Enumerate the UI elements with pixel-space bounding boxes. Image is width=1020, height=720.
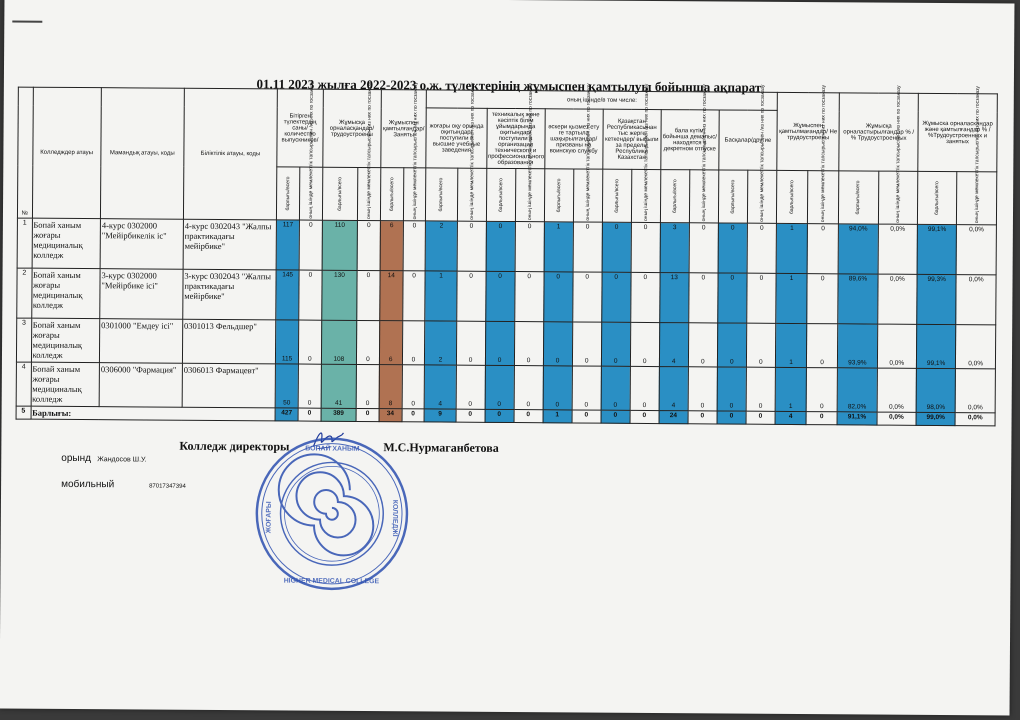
college-name: Бопай ханым жоғары медициналық колледж [31, 318, 100, 362]
header-specialty: Мамандық атауы, коды [100, 88, 184, 220]
value-cell: 0,0% [877, 412, 916, 425]
value-cell: 1 [775, 367, 806, 411]
header-sub-abroad: Қазақстан Республикасынан тыс жерге кеткендер/ выбыли за пределы Республики Казахстан [602, 109, 660, 169]
qualification-name: 0301013 Фельдшер" [182, 319, 276, 364]
value-cell: 41 [321, 364, 357, 408]
subheader-quota: оның ішінде мемлекеттік тапсырыспен /из них по госзаказу [957, 172, 997, 225]
value-cell: 0 [456, 365, 485, 409]
value-cell: 24 [659, 411, 688, 424]
subheader-total: барлығы/всего [839, 171, 879, 224]
value-cell: 0 [299, 270, 322, 320]
subheader-quota: оның ішінде мемлекеттік тапсырыспен /из них по госзаказу [878, 171, 918, 224]
subheader-total: барлығы/всего [486, 168, 515, 221]
value-cell: 0 [402, 365, 425, 409]
value-cell: 0 [747, 273, 777, 323]
value-cell: 98,0% [916, 368, 956, 412]
executor-name: Жандосов Ш.У. [97, 456, 147, 464]
header-employed: Жұмысқа орналасқандар/ трудоустроены [323, 89, 382, 167]
value-cell: 0 [514, 272, 543, 322]
value-cell: 0 [718, 273, 747, 323]
subheader-quota: оның ішінде мемлекеттік тапсырыспен /из них по госзаказу [631, 169, 660, 222]
value-cell: 1 [776, 273, 807, 323]
total-label: Барлығы: [31, 406, 276, 421]
subheader-total: барлығы/всего [917, 171, 957, 224]
qualification-name: 3-курс 0302043 "Жалпы практикадағы мейірбике" [183, 269, 277, 320]
value-cell: 0 [298, 408, 321, 421]
subheader-quota: оның ішінде мемлекеттік тапсырыспен /из них по госзаказу [457, 168, 486, 221]
value-cell: 50 [275, 364, 298, 408]
value-cell: 0,0% [877, 274, 917, 324]
value-cell: 145 [276, 270, 299, 320]
header-sub-leave: бала күтімі бойынша демалыс/ находятся в декретном отпуске [661, 110, 719, 170]
value-cell: 130 [322, 270, 358, 320]
value-cell: 2 [425, 321, 456, 365]
row-number: 4 [16, 362, 31, 406]
value-cell: 0 [630, 410, 659, 423]
subheader-total: барлығы/всего [660, 170, 689, 223]
pen-mark [12, 21, 42, 23]
subheader-quota: оның ішінде мемлекеттік тапсырыспен /из них по госзаказу [403, 168, 426, 221]
subheader-total: барлығы/всего [776, 170, 807, 223]
value-cell: 0 [601, 272, 630, 322]
value-cell: 13 [659, 273, 688, 323]
header-employed-pct: Жұмысқа орналастырылғандар % / % Трудоустроенных [839, 93, 918, 172]
value-cell: 0 [456, 271, 485, 321]
value-cell: 0 [515, 222, 544, 272]
value-cell: 108 [321, 320, 357, 364]
row-number: 1 [17, 218, 32, 268]
value-cell: 91,1% [837, 412, 876, 425]
value-cell: 1 [425, 271, 456, 321]
value-cell: 427 [275, 408, 298, 421]
value-cell: 0 [402, 271, 425, 321]
specialty-name: 0306000 "Фармация" [99, 363, 182, 408]
value-cell: 0 [572, 272, 601, 322]
value-cell: 0 [403, 221, 426, 271]
header-sub-other: Басқалар/другие [719, 110, 778, 170]
value-cell: 99,3% [917, 274, 957, 324]
round-seal-icon [252, 434, 411, 593]
subheader-quota: оның ішінде мемлекеттік тапсырыспен /из них по госзаказу [515, 169, 544, 222]
value-cell: 1 [544, 222, 573, 272]
value-cell: 6 [379, 321, 402, 365]
value-cell: 89,6% [838, 274, 878, 324]
svg-text:БОПАЙ ХАНЫМ: БОПАЙ ХАНЫМ [305, 445, 360, 453]
value-cell: 0 [602, 222, 631, 272]
value-cell: 0 [688, 323, 717, 367]
value-cell: 0 [630, 272, 659, 322]
value-cell: 93,9% [838, 324, 878, 368]
svg-text:HIGHER MEDICAL COLLEGE: HIGHER MEDICAL COLLEGE [283, 577, 380, 586]
value-cell: 8 [379, 365, 402, 409]
value-cell: 0 [601, 410, 630, 423]
value-cell: 0 [717, 411, 746, 424]
table-row [17, 268, 996, 325]
document-title: 01.11 2023 жылға 2022-2023 о.ж. түлектерінің жұмыспен қамтылуы бойынша ақпарат [256, 76, 762, 95]
value-cell: 14 [380, 271, 403, 321]
value-cell: 0 [807, 324, 838, 368]
value-cell: 0 [601, 322, 630, 366]
value-cell: 0 [601, 366, 630, 410]
value-cell: 0,0% [877, 324, 917, 368]
value-cell: 1 [776, 223, 807, 273]
value-cell: 34 [379, 409, 402, 422]
value-cell: 0 [717, 367, 746, 411]
subheader-quota: оның ішінде мемлекеттік тапсырыспен /из них по госзаказу [747, 170, 777, 223]
header-sub-army: әскери қызмет ету ге тартыла шақырылғандар/ призваны на воинскую службу [544, 109, 602, 169]
header-no: № [17, 87, 32, 218]
svg-text:КОЛЛЕДЖІ: КОЛЛЕДЖІ [390, 499, 399, 537]
value-cell: 110 [322, 220, 358, 270]
value-cell: 1 [775, 323, 806, 367]
director-title: Колледж директоры [179, 438, 290, 454]
value-cell: 0,0% [955, 413, 995, 426]
value-cell: 0,0% [956, 225, 996, 275]
value-cell: 0 [514, 410, 543, 423]
value-cell: 0 [298, 364, 321, 408]
subheader-total: барлығы/всего [380, 168, 403, 221]
value-cell: 4 [775, 411, 806, 424]
value-cell: 4 [659, 367, 688, 411]
subheader-total: барлығы/всего [426, 168, 457, 221]
value-cell: 0 [717, 323, 746, 367]
value-cell: 99,1% [917, 224, 957, 274]
value-cell: 2 [426, 221, 457, 271]
value-cell: 0 [688, 367, 717, 411]
value-cell: 0 [299, 220, 322, 270]
specialty-name: 0301000 "Емдеу ісі" [99, 319, 182, 364]
value-cell: 0 [689, 223, 718, 273]
header-occupied: Жұмыспен қамтылғандар/ Заняты [381, 90, 427, 168]
value-cell: 0 [630, 366, 659, 410]
value-cell: 0 [688, 411, 717, 424]
value-cell: 0 [543, 366, 572, 410]
header-unemployed: Жұмыспен қамтылмағандар/ Не трудоустроены [777, 92, 840, 170]
subheader-total: барлығы/всего [322, 167, 358, 220]
subheader-total: барлығы/всего [544, 169, 573, 222]
value-cell: 0 [689, 273, 718, 323]
value-cell: 117 [276, 220, 299, 270]
value-cell: 0 [356, 408, 379, 421]
subheader-total: барлығы/всего [602, 169, 631, 222]
value-cell: 99,0% [916, 412, 955, 425]
table-row [17, 218, 996, 275]
value-cell: 82,0% [837, 368, 877, 412]
value-cell: 0 [514, 322, 543, 366]
row-number: 3 [16, 318, 31, 362]
value-cell: 0 [402, 321, 425, 365]
value-cell: 0 [485, 365, 514, 409]
value-cell: 0 [630, 322, 659, 366]
table-body [16, 218, 996, 426]
value-cell: 9 [424, 409, 455, 422]
value-cell: 389 [321, 408, 356, 421]
value-cell: 0,0% [956, 325, 996, 369]
value-cell: 0 [746, 411, 775, 424]
row-number: 5 [16, 406, 31, 419]
value-cell: 3 [660, 223, 689, 273]
value-cell: 0 [402, 409, 425, 422]
college-name: Бопай ханым жоғары медициналық колледж [32, 218, 101, 268]
value-cell: 0 [631, 222, 660, 272]
value-cell: 0 [806, 412, 837, 425]
value-cell: 0 [356, 364, 379, 408]
value-cell: 0 [356, 320, 379, 364]
value-cell: 0 [572, 322, 601, 366]
college-name: Бопай ханым жоғары медициналық колледж [31, 268, 100, 318]
value-cell: 0 [357, 220, 380, 270]
header-graduates: Бітірген түлектердің саны/количество выпускников/ [277, 89, 323, 167]
value-cell: 1 [543, 410, 572, 423]
header-sub-tech: техникалық және кәсіптік білім ұйымдарында оқитындар/поступили в организации технического и профессионального образования [486, 108, 544, 168]
value-cell: 0 [573, 222, 602, 272]
header-college: Колледждер атауы [32, 87, 101, 218]
value-cell: 99,1% [916, 324, 956, 368]
table-row [16, 318, 995, 369]
value-cell: 0 [485, 321, 514, 365]
subheader-total: барлығы/всего [277, 167, 300, 220]
value-cell: 0 [807, 274, 838, 324]
executor-label: орынд [61, 452, 91, 465]
value-cell: 0,0% [878, 224, 918, 274]
value-cell: 0 [298, 320, 321, 364]
college-name: Бопай ханым жоғары медициналық колледж [31, 362, 100, 406]
value-cell: 0,0% [956, 275, 996, 325]
value-cell: 0 [807, 224, 838, 274]
header-sub-higher: жоғары оқу орында оқитындар/ поступили в высшие учебные заведения [426, 108, 487, 168]
value-cell: 0 [514, 366, 543, 410]
value-cell: 0,0% [955, 369, 995, 413]
subheader-quota: оның ішінде мемлекеттік тапсырыспен /из них по госзаказу [808, 171, 839, 224]
director-name: М.С.Нурмаганбетова [383, 440, 499, 455]
value-cell: 115 [276, 320, 299, 364]
value-cell: 6 [380, 221, 403, 271]
value-cell: 4 [425, 365, 456, 409]
value-cell: 0 [746, 367, 775, 411]
value-cell: 0 [457, 221, 486, 271]
table-row [16, 362, 995, 413]
header-total-pct: Жұмыска орналаскандар және қамтылғандар % / %Трудоустроенных и занятых [918, 93, 998, 172]
header-qualification: Біліктілік атауы, коды [183, 88, 277, 220]
value-cell: 0 [486, 221, 515, 271]
value-cell: 4 [659, 323, 688, 367]
value-cell: 0 [456, 321, 485, 365]
qualification-name: 0306013 Фармацевт" [182, 363, 276, 408]
subheader-total: барлығы/всего [718, 170, 747, 223]
value-cell: 0 [485, 409, 514, 422]
value-cell: 0 [456, 409, 485, 422]
header-including: оның ішінде/в том числе: [427, 90, 778, 110]
subheader-quota: оның ішінде мемлекеттік тапсырыспен /из них по госзаказу [573, 169, 602, 222]
value-cell: 0 [357, 270, 380, 320]
qualification-name: 4-курс 0302043 "Жалпы практикадағы мейірбике" [183, 219, 277, 270]
value-cell: 0 [572, 410, 601, 423]
value-cell: 0 [572, 366, 601, 410]
phone-label: мобильный [61, 478, 115, 491]
value-cell: 0 [485, 271, 514, 321]
value-cell: 94,0% [838, 224, 878, 274]
value-cell: 0 [543, 322, 572, 366]
value-cell: 0 [543, 272, 572, 322]
value-cell: 0 [747, 223, 777, 273]
value-cell: 0,0% [877, 368, 917, 412]
value-cell: 0 [806, 368, 837, 412]
svg-text:ЖОҒАРЫ: ЖОҒАРЫ [265, 501, 273, 534]
specialty-name: 4-курс 0302000 "Мейірбикелік іс" [100, 219, 183, 270]
specialty-name: 3-курс 0302000 "Мейірбике ісі" [100, 269, 183, 320]
value-cell: 0 [718, 223, 747, 273]
phone-number: 87017347394 [149, 483, 186, 490]
subheader-quota: оның ішінде мемлекеттік тапсырыспен /из них по госзаказу [689, 170, 718, 223]
value-cell: 0 [746, 323, 775, 367]
subheader-quota: оның ішінде мемлекеттік тапсырыспен /из них по госзаказу [299, 167, 322, 220]
row-number: 2 [17, 268, 32, 318]
subheader-quota: оның ішінде мемлекеттік тапсырыспен /из них по госзаказу [357, 167, 380, 220]
